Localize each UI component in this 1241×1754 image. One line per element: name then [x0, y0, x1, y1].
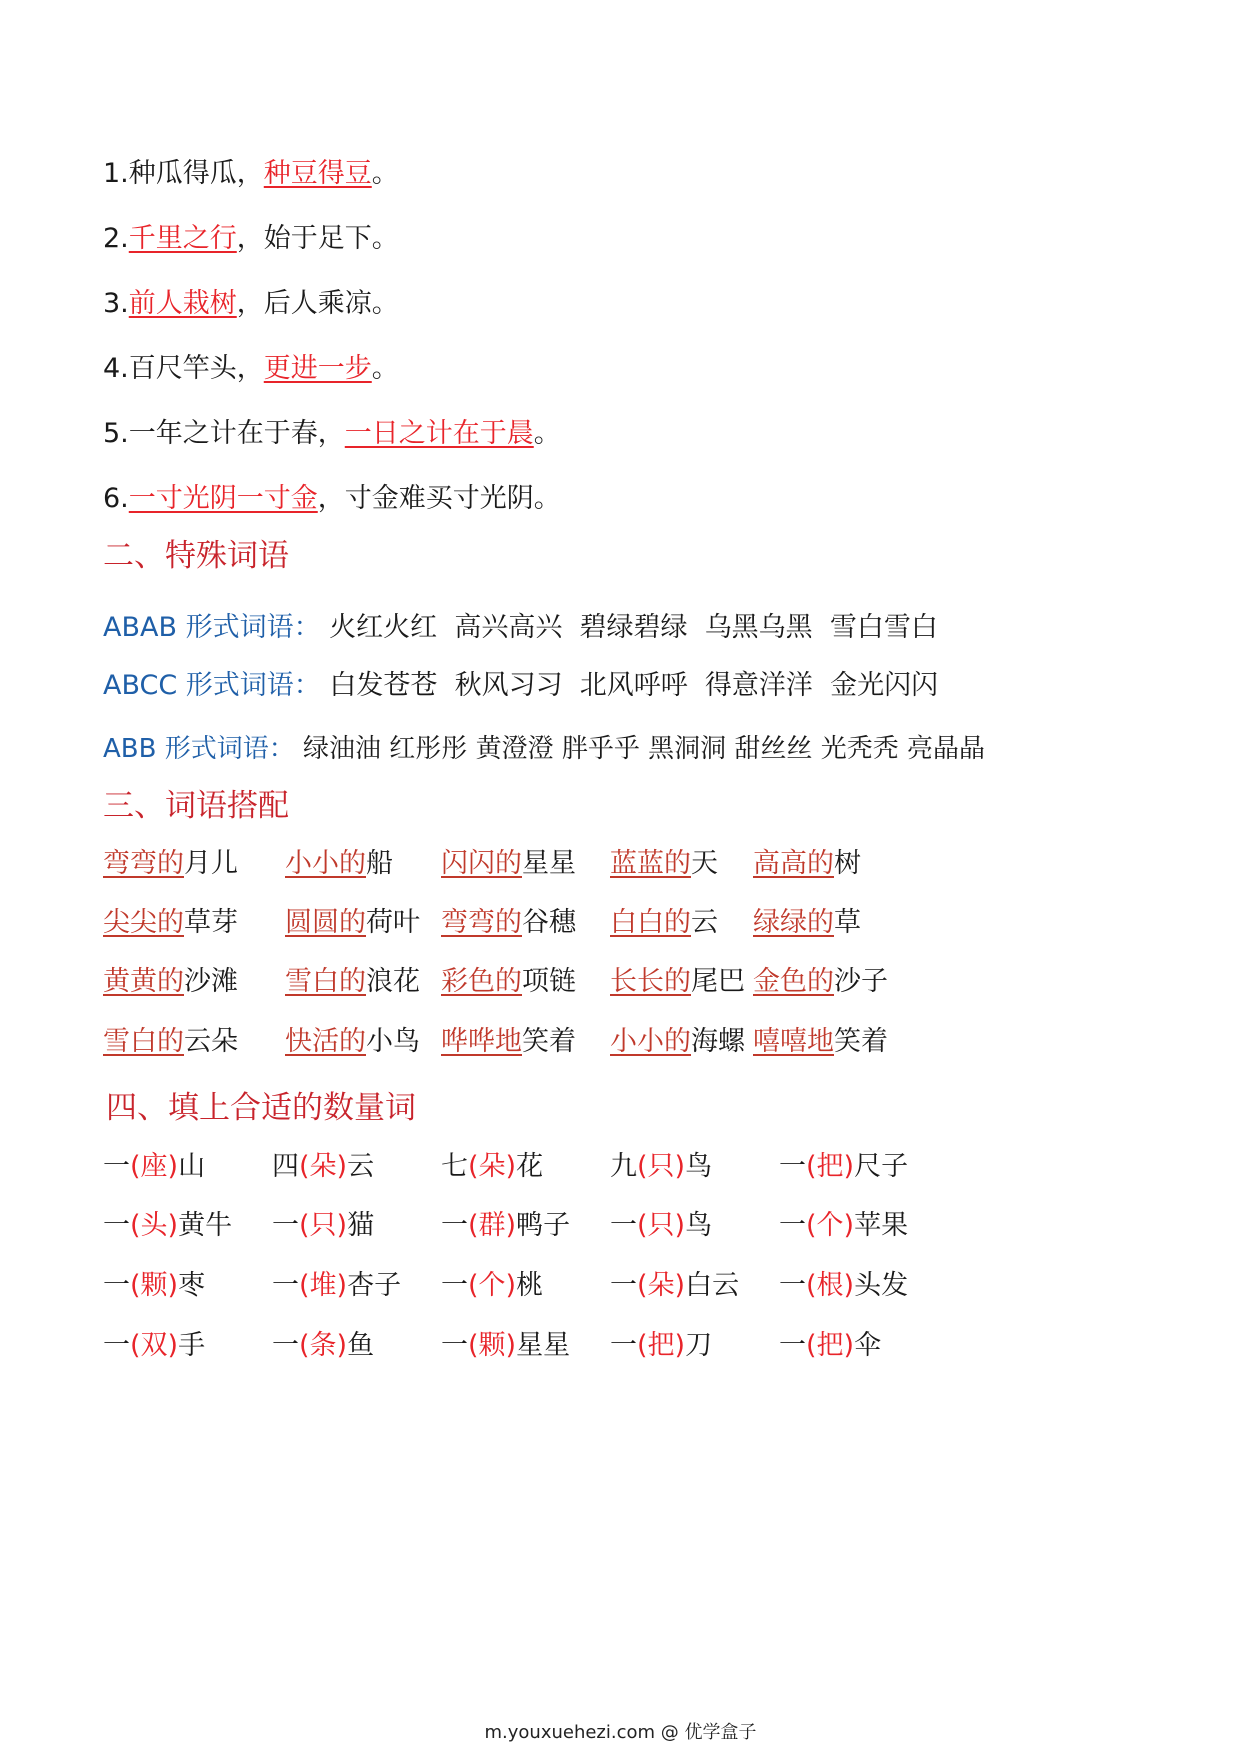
measure-word-item: [272, 1268, 401, 1304]
paren-open: (: [468, 1330, 479, 1361]
measure-word-item: [610, 1149, 712, 1185]
collocation-answer: 绿绿的: [753, 907, 834, 938]
collocation-item: [285, 1024, 420, 1060]
numeral: 四: [272, 1151, 299, 1182]
collocation-item: [285, 964, 420, 1000]
paren-close: ): [167, 1151, 179, 1182]
collocation-item: [103, 846, 238, 882]
proverb-answer: 前人栽树: [128, 288, 237, 319]
proverb-answer: 种豆得豆: [263, 158, 372, 189]
measure-word-answer: 条: [309, 1330, 337, 1361]
collocation-noun: 谷穗: [522, 907, 576, 938]
section-heading: 二、特殊词语: [103, 538, 289, 574]
collocation-item: [441, 846, 576, 882]
collocation-answer: 彩色的: [441, 966, 522, 997]
noun: 猫: [347, 1210, 375, 1241]
measure-word-item: [103, 1328, 205, 1364]
collocation-answer: 白白的: [610, 907, 691, 938]
paren-close: ): [674, 1330, 686, 1361]
numeral: 一: [779, 1330, 806, 1361]
paren-open: (: [468, 1210, 479, 1241]
collocation-noun: 笑着: [834, 1026, 888, 1057]
collocation-noun: 月儿: [184, 848, 238, 879]
numeral: 一: [610, 1210, 637, 1241]
numeral: 一: [441, 1270, 468, 1301]
noun: 鸟: [685, 1151, 713, 1182]
word: 雪白雪白: [829, 612, 938, 643]
paren-close: ): [167, 1210, 179, 1241]
numeral: 一: [610, 1270, 637, 1301]
word: 乌黑乌黑: [704, 612, 813, 643]
word: 胖乎乎: [561, 734, 640, 764]
measure-word-item: [272, 1208, 374, 1244]
collocation-noun: 船: [366, 848, 393, 879]
word: 高兴高兴: [454, 612, 563, 643]
measure-word-item: [610, 1268, 739, 1304]
collocation-noun: 荷叶: [366, 907, 420, 938]
numeral: 一: [272, 1270, 299, 1301]
footer-watermark: m.youxuehezi.com @ 优学盒子: [484, 1722, 757, 1743]
measure-word-item: [441, 1328, 570, 1364]
paren-open: (: [637, 1151, 648, 1182]
word: 黑洞洞: [648, 734, 727, 764]
measure-word-answer: 颗: [478, 1330, 506, 1361]
noun: 杏子: [347, 1270, 402, 1301]
collocation-answer: 尖尖的: [103, 907, 184, 938]
proverb-text: 。: [371, 158, 399, 189]
collocation-answer: 弯弯的: [103, 848, 184, 879]
collocation-answer: 嘻嘻地: [753, 1026, 834, 1057]
section-heading: 三、词语搭配: [103, 788, 289, 824]
noun: 苹果: [854, 1210, 909, 1241]
word: 黄澄澄: [475, 734, 554, 764]
proverb-answer: 一日之计在于晨: [344, 418, 534, 449]
collocation-answer: 弯弯的: [441, 907, 522, 938]
collocation-noun: 尾巴: [691, 966, 745, 997]
numeral: 一: [272, 1330, 299, 1361]
measure-word-item: [779, 1208, 908, 1244]
paren-open: (: [299, 1330, 310, 1361]
collocation-item: [610, 1024, 745, 1060]
collocation-item: [441, 964, 576, 1000]
proverb-text: ，后人乘凉。: [236, 288, 399, 319]
proverb-item: [103, 156, 399, 192]
word: 红彤彤: [389, 734, 468, 764]
item-number: 1.: [103, 158, 129, 189]
measure-word-answer: 朵: [647, 1270, 675, 1301]
collocation-noun: 云朵: [184, 1026, 238, 1057]
word-form-row: [103, 668, 938, 704]
proverb-item: [103, 416, 561, 452]
collocation-answer: 雪白的: [285, 966, 366, 997]
numeral: 一: [779, 1210, 806, 1241]
collocation-answer: 金色的: [753, 966, 834, 997]
measure-word-item: [103, 1208, 232, 1244]
numeral: 一: [103, 1270, 130, 1301]
proverb-text: 种瓜得瓜，: [128, 158, 264, 189]
item-number: 2.: [103, 223, 129, 254]
measure-word-item: [441, 1149, 543, 1185]
paren-close: ): [167, 1270, 179, 1301]
paren-open: (: [299, 1151, 310, 1182]
collocation-item: [441, 905, 576, 941]
collocation-noun: 天: [691, 848, 718, 879]
paren-close: ): [336, 1210, 348, 1241]
proverb-text: ，寸金难买寸光阴。: [317, 483, 561, 514]
noun: 头发: [854, 1270, 909, 1301]
paren-open: (: [130, 1210, 141, 1241]
measure-word-answer: 堆: [309, 1270, 337, 1301]
paren-close: ): [674, 1210, 686, 1241]
word-form-row: [103, 731, 985, 767]
paren-close: ): [843, 1270, 855, 1301]
collocation-noun: 浪花: [366, 966, 420, 997]
measure-word-answer: 群: [478, 1210, 506, 1241]
word: 得意洋洋: [704, 670, 813, 701]
numeral: 一: [779, 1151, 806, 1182]
word-form-label: ABB 形式词语：: [103, 734, 295, 764]
numeral: 九: [610, 1151, 637, 1182]
measure-word-item: [441, 1268, 543, 1304]
measure-word-answer: 头: [140, 1210, 168, 1241]
measure-word-answer: 个: [816, 1210, 844, 1241]
item-number: 5.: [103, 418, 129, 449]
noun: 桃: [516, 1270, 544, 1301]
collocation-item: [753, 1024, 888, 1060]
paren-close: ): [505, 1210, 517, 1241]
paren-open: (: [806, 1210, 817, 1241]
collocation-item: [285, 846, 393, 882]
collocation-item: [103, 905, 238, 941]
item-number: 4.: [103, 353, 129, 384]
measure-word-answer: 把: [816, 1151, 844, 1182]
collocation-answer: 蓝蓝的: [610, 848, 691, 879]
measure-word-answer: 座: [140, 1151, 168, 1182]
numeral: 一: [103, 1330, 130, 1361]
measure-word-item: [441, 1208, 570, 1244]
collocation-noun: 云: [691, 907, 718, 938]
measure-word-answer: 只: [647, 1151, 675, 1182]
collocation-answer: 长长的: [610, 966, 691, 997]
noun: 山: [178, 1151, 206, 1182]
paren-open: (: [806, 1151, 817, 1182]
collocation-item: [610, 846, 718, 882]
paren-close: ): [336, 1151, 348, 1182]
numeral: 一: [441, 1330, 468, 1361]
measure-word-answer: 只: [309, 1210, 337, 1241]
measure-word-answer: 朵: [478, 1151, 506, 1182]
paren-close: ): [505, 1330, 517, 1361]
measure-word-item: [610, 1328, 712, 1364]
measure-word-item: [272, 1328, 374, 1364]
numeral: 七: [441, 1151, 468, 1182]
collocation-item: [103, 1024, 238, 1060]
numeral: 一: [272, 1210, 299, 1241]
paren-open: (: [468, 1270, 479, 1301]
collocation-answer: 高高的: [753, 848, 834, 879]
collocation-answer: 闪闪的: [441, 848, 522, 879]
noun: 白云: [685, 1270, 740, 1301]
paren-close: ): [843, 1210, 855, 1241]
collocation-answer: 雪白的: [103, 1026, 184, 1057]
proverb-item: [103, 481, 561, 517]
collocation-item: [753, 964, 888, 1000]
paren-open: (: [806, 1270, 817, 1301]
word-form-label: ABAB 形式词语：: [103, 612, 321, 643]
collocation-noun: 小鸟: [366, 1026, 420, 1057]
measure-word-item: [779, 1149, 908, 1185]
paren-close: ): [674, 1151, 686, 1182]
collocation-item: [441, 1024, 576, 1060]
word: 亮晶晶: [906, 734, 985, 764]
measure-word-answer: 把: [816, 1330, 844, 1361]
collocation-noun: 沙子: [834, 966, 888, 997]
noun: 鸟: [685, 1210, 713, 1241]
paren-open: (: [468, 1151, 479, 1182]
proverb-answer: 一寸光阴一寸金: [128, 483, 318, 514]
word-form-label: ABCC 形式词语：: [103, 670, 321, 701]
collocation-answer: 圆圆的: [285, 907, 366, 938]
paren-close: ): [505, 1151, 517, 1182]
proverb-item: [103, 221, 399, 257]
collocation-noun: 笑着: [522, 1026, 576, 1057]
word: 金光闪闪: [830, 670, 939, 701]
collocation-item: [753, 846, 861, 882]
collocation-noun: 沙滩: [184, 966, 238, 997]
measure-word-answer: 根: [816, 1270, 844, 1301]
proverb-answer: 更进一步: [263, 353, 372, 384]
item-number: 6.: [103, 483, 129, 514]
numeral: 一: [103, 1210, 130, 1241]
paren-close: ): [674, 1270, 686, 1301]
collocation-answer: 快活的: [285, 1026, 366, 1057]
paren-open: (: [299, 1270, 310, 1301]
measure-word-item: [779, 1268, 908, 1304]
word: 火红火红: [329, 612, 438, 643]
noun: 尺子: [854, 1151, 909, 1182]
collocation-noun: 项链: [522, 966, 576, 997]
measure-word-item: [103, 1149, 205, 1185]
paren-close: ): [167, 1330, 179, 1361]
paren-close: ): [505, 1270, 517, 1301]
collocation-item: [753, 905, 861, 941]
noun: 伞: [854, 1330, 882, 1361]
noun: 云: [347, 1151, 375, 1182]
collocation-noun: 星星: [522, 848, 576, 879]
word-form-row: [103, 610, 938, 646]
proverb-text: 。: [533, 418, 561, 449]
paren-open: (: [637, 1270, 648, 1301]
numeral: 一: [441, 1210, 468, 1241]
paren-close: ): [843, 1330, 855, 1361]
collocation-noun: 树: [834, 848, 861, 879]
collocation-item: [103, 964, 238, 1000]
numeral: 一: [103, 1151, 130, 1182]
noun: 鸭子: [516, 1210, 571, 1241]
measure-word-answer: 只: [647, 1210, 675, 1241]
word: 绿油油: [303, 734, 382, 764]
proverb-text: 。: [371, 353, 399, 384]
word: 北风呼呼: [579, 670, 688, 701]
collocation-answer: 小小的: [285, 848, 366, 879]
measure-word-item: [779, 1328, 881, 1364]
word: 甜丝丝: [734, 734, 813, 764]
measure-word-item: [610, 1208, 712, 1244]
paren-open: (: [130, 1330, 141, 1361]
numeral: 一: [779, 1270, 806, 1301]
collocation-answer: 哗哗地: [441, 1026, 522, 1057]
proverb-item: [103, 351, 399, 387]
proverb-item: [103, 286, 399, 322]
collocation-noun: 草芽: [184, 907, 238, 938]
proverb-text: 一年之计在于春，: [128, 418, 345, 449]
proverb-text: ，始于足下。: [236, 223, 399, 254]
noun: 鱼: [347, 1330, 375, 1361]
proverb-answer: 千里之行: [128, 223, 237, 254]
paren-open: (: [299, 1210, 310, 1241]
noun: 刀: [685, 1330, 713, 1361]
collocation-item: [610, 964, 745, 1000]
noun: 花: [516, 1151, 544, 1182]
collocation-item: [285, 905, 420, 941]
noun: 黄牛: [178, 1210, 233, 1241]
collocation-noun: 草: [834, 907, 861, 938]
collocation-item: [610, 905, 718, 941]
measure-word-item: [103, 1268, 205, 1304]
paren-open: (: [637, 1210, 648, 1241]
numeral: 一: [610, 1330, 637, 1361]
word: 秋风习习: [454, 670, 563, 701]
measure-word-answer: 颗: [140, 1270, 168, 1301]
word: 碧绿碧绿: [579, 612, 688, 643]
paren-open: (: [806, 1330, 817, 1361]
item-number: 3.: [103, 288, 129, 319]
measure-word-answer: 个: [478, 1270, 506, 1301]
measure-word-answer: 把: [647, 1330, 675, 1361]
paren-open: (: [637, 1330, 648, 1361]
noun: 星星: [516, 1330, 571, 1361]
paren-close: ): [843, 1151, 855, 1182]
noun: 枣: [178, 1270, 206, 1301]
measure-word-answer: 朵: [309, 1151, 337, 1182]
noun: 手: [178, 1330, 206, 1361]
word: 光秃秃: [820, 734, 899, 764]
collocation-answer: 黄黄的: [103, 966, 184, 997]
measure-word-answer: 双: [140, 1330, 168, 1361]
collocation-noun: 海螺: [691, 1026, 745, 1057]
collocation-answer: 小小的: [610, 1026, 691, 1057]
paren-close: ): [336, 1330, 348, 1361]
paren-close: ): [336, 1270, 348, 1301]
word: 白发苍苍: [329, 670, 438, 701]
paren-open: (: [130, 1151, 141, 1182]
proverb-text: 百尺竿头，: [128, 353, 264, 384]
section-heading: 四、填上合适的数量词: [106, 1090, 416, 1126]
measure-word-item: [272, 1149, 374, 1185]
paren-open: (: [130, 1270, 141, 1301]
